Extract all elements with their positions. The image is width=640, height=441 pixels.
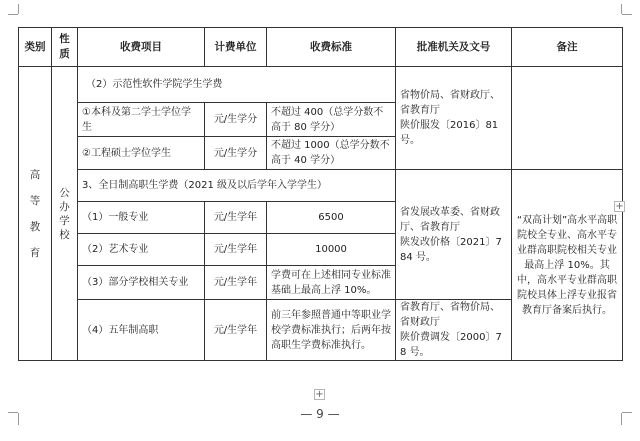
nature-char: 公 [59,186,70,199]
category-char: 高 [29,168,41,181]
nature-cell [52,67,78,361]
approval-fiveyear: 省教育厅、省物价局、省财政厅 陕价费调发〔2000〕78 号。 [396,300,512,361]
remarks-cell: “双高计划”高水平高职院校全专业、高水平专业群高职院校相关专业最高上浮 10%。其中，高水平专业群高职院校具体上浮专业报省教育厅备案后执行。 [512,170,623,361]
nature-char: 学 [59,214,70,227]
header-category: 类别 [19,28,52,67]
item-cell: （1）一般专业 [78,202,205,234]
crop-mark-top-right-h [622,14,632,15]
unit-cell: 元/生学分 [205,103,267,137]
approval-vocational: 省发展改革委、省财政厅、省教育厅 陕发改价格〔2021〕784 号。 [396,170,512,300]
table-header-row [19,28,623,67]
plus-icon: + [315,389,324,400]
header-unit: 计费单位 [205,28,267,67]
unit-cell: 元/生学分 [205,137,267,170]
page-number: — 9 — [300,407,340,421]
unit-cell: 元/生学年 [205,266,267,300]
item-cell: ①本科及第二学士学位学生 [78,103,205,137]
item-cell: ②工程硕士学位学生 [78,137,205,170]
section-title-software: （2）示范性软件学院学生学费 [78,67,396,103]
category-cell [19,67,52,361]
header-remarks: 备注 [512,28,623,67]
standard-cell: 6500 [267,202,396,234]
standard-cell: 不超过 400（总学分数不高于 80 学分） [267,103,396,137]
unit-cell: 元/生学年 [205,300,267,361]
remarks-empty [512,67,623,170]
crop-mark-top-left-v [18,4,19,14]
item-cell: （2）艺术专业 [78,234,205,266]
standard-cell: 学费可在上述相同专业标准基础上最高上浮 10%。 [267,266,396,300]
add-row-handle[interactable] [314,389,325,400]
category-char: 育 [29,246,41,259]
fee-table [18,27,623,361]
category-char: 等 [29,194,41,207]
standard-cell: 前三年参照普通中等职业学校学费标准执行；后两年按高职生学费标准执行。 [267,300,396,361]
table-row [19,67,623,103]
table-row [19,170,623,202]
add-column-handle[interactable] [614,201,625,212]
plus-icon: + [615,201,624,212]
section-title-vocational: 3、全日制高职生学费（2021 级及以后学年入学学生） [78,170,396,202]
unit-cell: 元/生学年 [205,202,267,234]
header-nature: 性质 [52,28,78,67]
category-char: 教 [29,220,41,233]
approval-software: 省物价局、省财政厅、省教育厅 陕价服发〔2016〕81 号。 [396,67,512,170]
item-cell: （3）部分学校相关专业 [78,266,205,300]
nature-char: 办 [59,200,70,213]
nature-char: 校 [59,228,70,241]
standard-cell: 不超过 1000（总学分数不高于 40 学分） [267,137,396,170]
item-cell: （4）五年制高职 [78,300,205,361]
standard-cell: 10000 [267,234,396,266]
unit-cell: 元/生学年 [205,234,267,266]
crop-mark-top-left-h [8,14,18,15]
header-item: 收费项目 [78,28,205,67]
header-approval: 批准机关及文号 [396,28,512,67]
crop-mark-top-right-v [621,4,622,14]
header-standard: 收费标准 [267,28,396,67]
